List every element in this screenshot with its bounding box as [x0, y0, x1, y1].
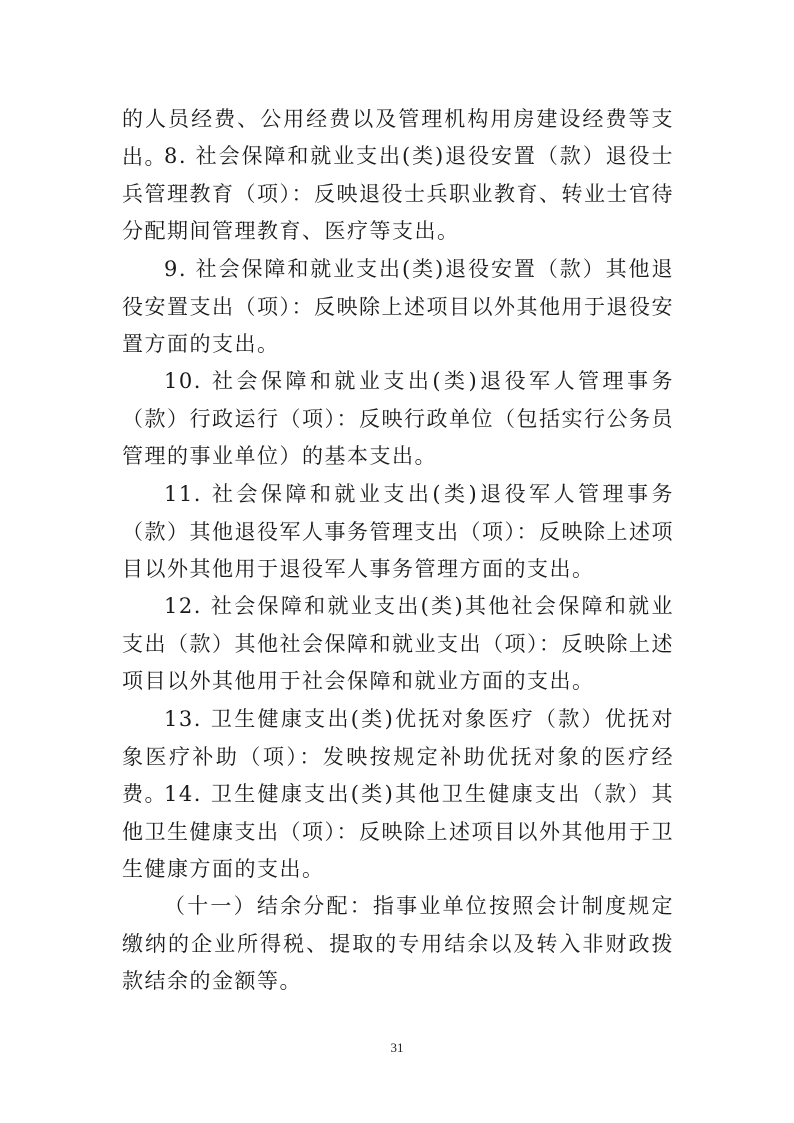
paragraph-continuation: 的人员经费、公用经费以及管理机构用房建设经费等支出。: [122, 107, 674, 169]
paragraph-section-11: （十一）结余分配：指事业单位按照会计制度规定缴纳的企业所得税、提取的专用结余以及转入非财政拨款结余的金额等。: [122, 894, 674, 993]
paragraph-item-11: 11. 社会保障和就业支出(类)退役军人管理事务（款）其他退役军人事务管理支出（项）：反映除上述项目以外其他用于退役军人事务管理方面的支出。: [122, 482, 674, 581]
paragraph-item-12: 12. 社会保障和就业支出(类)其他社会保障和就业支出（款）其他社会保障和就业支出（项）：反映除上述项目以外其他用于社会保障和就业方面的支出。: [122, 594, 674, 693]
paragraph-item-9: 9. 社会保障和就业支出(类)退役安置（款）其他退役安置支出（项）：反映除上述项目以外其他用于退役安置方面的支出。: [122, 257, 674, 356]
paragraph-item-13: 13. 卫生健康支出(类)优抚对象医疗（款）优抚对象医疗补助（项）：发映按规定补助优抚对象的医疗经费。: [122, 707, 674, 806]
page-number: 31: [390, 1040, 404, 1055]
paragraph-item-10: 10. 社会保障和就业支出(类)退役军人管理事务（款）行政运行（项）：反映行政单位（包括实行公务员管理的事业单位）的基本支出。: [122, 369, 674, 468]
paragraph-item-14: 14. 卫生健康支出(类)其他卫生健康支出（款）其他卫生健康支出（项）：反映除上述项目以外其他用于卫生健康方面的支出。: [122, 782, 674, 881]
paragraph-item-8: 8. 社会保障和就业支出(类)退役安置（款）退役士兵管理教育（项）：反映退役士兵职业教育、转业士官待分配期间管理教育、医疗等支出。: [122, 144, 674, 243]
